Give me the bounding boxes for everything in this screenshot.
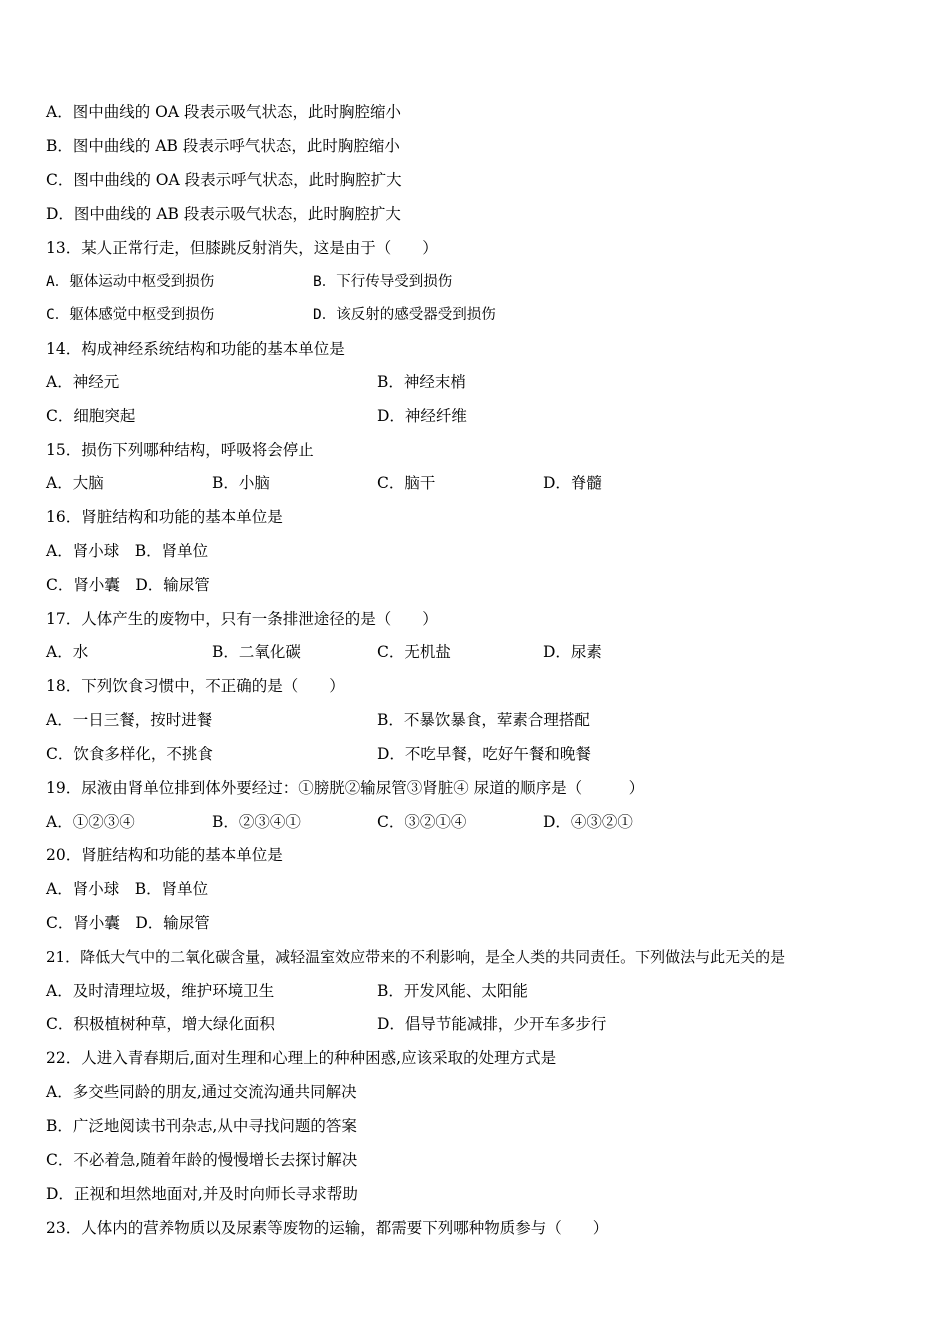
- q19-option-d: D．④③②①: [543, 813, 633, 831]
- q23-stem: 23．人体内的营养物质以及尿素等废物的运输，都需要下列哪种物质参与（ ）: [46, 1219, 609, 1237]
- q17-option-b: B．二氧化碳: [212, 643, 301, 661]
- q13-option-b: B．下行传导受到损伤: [313, 274, 453, 290]
- q17-option-c: C．无机盐: [377, 643, 451, 661]
- q14-option-b: B．神经末梢: [377, 373, 466, 391]
- q16-stem: 16．肾脏结构和功能的基本单位是: [46, 508, 283, 526]
- q22-option-b: B．广泛地阅读书刊杂志,从中寻找问题的答案: [46, 1117, 357, 1135]
- q21-option-c: C．积极植树种草，增大绿化面积: [46, 1015, 275, 1033]
- q21-option-b: B．开发风能、太阳能: [377, 982, 528, 1000]
- q13-stem: 13．某人正常行走，但膝跳反射消失，这是由于（ ）: [46, 239, 438, 257]
- q21-option-d: D．倡导节能减排，少开车多步行: [377, 1015, 607, 1033]
- q22-stem: 22．人进入青春期后,面对生理和心理上的种种困惑,应该采取的处理方式是: [46, 1049, 557, 1067]
- q18-option-b: B．不暴饮暴食，荤素合理搭配: [377, 711, 590, 729]
- q19-option-b: B．②③④①: [212, 813, 301, 831]
- q15-option-b: B．小脑: [212, 474, 270, 492]
- q22-option-a: A．多交些同龄的朋友,通过交流沟通共同解决: [46, 1083, 357, 1101]
- q21-stem: 21．降低大气中的二氧化碳含量，减轻温室效应带来的不利影响，是全人类的共同责任。下列做法与此无关的是: [46, 948, 786, 966]
- q14-option-a: A．神经元: [46, 373, 120, 391]
- q14-option-c: C．细胞突起: [46, 407, 136, 425]
- q13-option-a: A．躯体运动中枢受到损伤: [46, 274, 215, 290]
- q18-option-a: A．一日三餐，按时进餐: [46, 711, 213, 729]
- q15-option-c: C．脑干: [377, 474, 436, 492]
- q15-option-d: D．脊髓: [543, 474, 602, 492]
- q12-option-b: B．图中曲线的 AB 段表示呼气状态，此时胸腔缩小: [46, 137, 400, 155]
- q20-options-cd: C．肾小囊 D．输尿管: [46, 914, 210, 932]
- q19-stem: 19．尿液由肾单位排到体外要经过：①膀胱②输尿管③肾脏④ 尿道的顺序是（ ）: [46, 779, 645, 797]
- q15-option-a: A．大脑: [46, 474, 104, 492]
- q19-option-c: C．③②①④: [377, 813, 467, 831]
- q18-stem: 18．下列饮食习惯中，不正确的是（ ）: [46, 677, 345, 695]
- q17-stem: 17．人体产生的废物中，只有一条排泄途径的是（ ）: [46, 610, 438, 628]
- q20-stem: 20．肾脏结构和功能的基本单位是: [46, 846, 283, 864]
- q18-option-d: D．不吃早餐，吃好午餐和晚餐: [377, 745, 591, 763]
- q15-stem: 15．损伤下列哪种结构，呼吸将会停止: [46, 441, 314, 459]
- q13-option-c: C．躯体感觉中枢受到损伤: [46, 307, 215, 323]
- q20-options-ab: A．肾小球 B．肾单位: [46, 880, 209, 898]
- q17-option-d: D．尿素: [543, 643, 602, 661]
- q13-option-d: D．该反射的感受器受到损伤: [313, 307, 496, 323]
- q12-option-a: A．图中曲线的 OA 段表示吸气状态，此时胸腔缩小: [46, 103, 401, 121]
- q12-option-d: D．图中曲线的 AB 段表示吸气状态，此时胸腔扩大: [46, 205, 401, 223]
- q22-option-d: D．正视和坦然地面对,并及时向师长寻求帮助: [46, 1185, 358, 1203]
- q12-option-c: C．图中曲线的 OA 段表示呼气状态，此时胸腔扩大: [46, 171, 402, 189]
- q21-option-a: A．及时清理垃圾，维护环境卫生: [46, 982, 275, 1000]
- q14-stem: 14．构成神经系统结构和功能的基本单位是: [46, 340, 345, 358]
- q16-options-ab: A．肾小球 B．肾单位: [46, 542, 209, 560]
- q19-option-a: A．①②③④: [46, 813, 135, 831]
- q16-options-cd: C．肾小囊 D．输尿管: [46, 576, 210, 594]
- q22-option-c: C．不必着急,随着年龄的慢慢增长去探讨解决: [46, 1151, 358, 1169]
- q17-option-a: A．水: [46, 643, 89, 661]
- q14-option-d: D．神经纤维: [377, 407, 467, 425]
- q18-option-c: C．饮食多样化，不挑食: [46, 745, 213, 763]
